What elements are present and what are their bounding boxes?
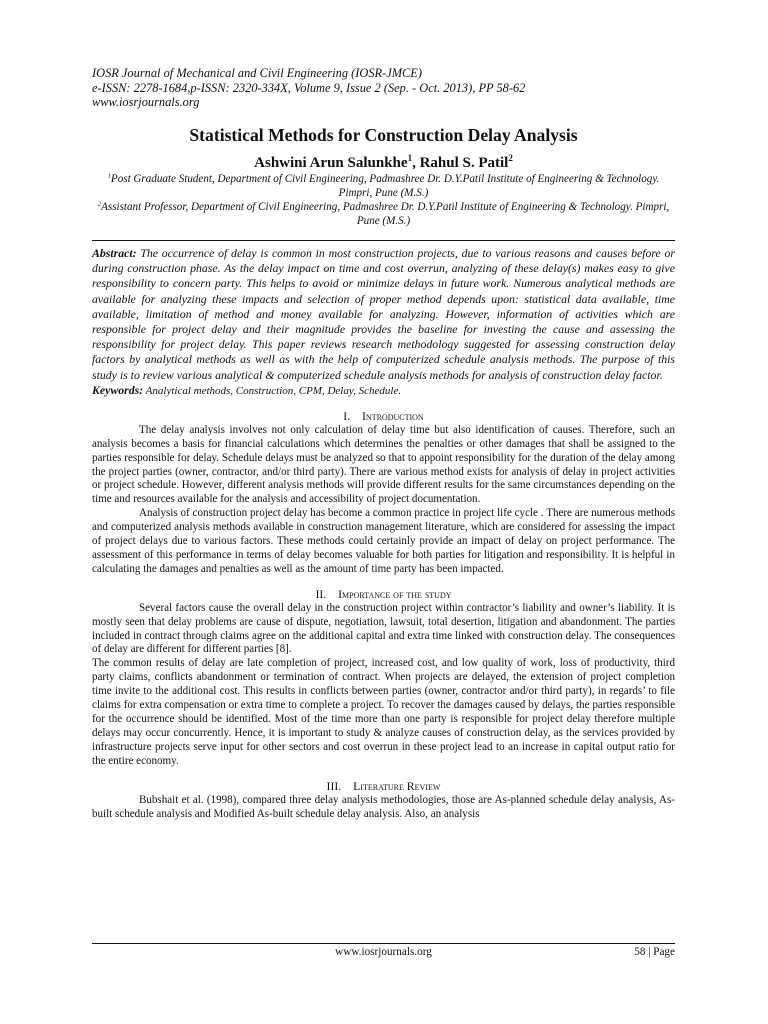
page-footer [92,943,675,961]
section-number: II. [315,586,327,601]
affiliation-2-text: Assistant Professor, Department of Civil Engineering, Padmashree Dr. D.Y.Patil Institute of Engineering & Technology. Pimpri, Pune (M.S.) [101,201,670,228]
footer-website: www.iosrjournals.org [335,946,432,958]
journal-header [92,66,675,110]
author-list [92,154,675,172]
abstract-text: The occurrence of delay is common in most construction projects, due to various reasons and causes before or during construction phase. As the delay impact on time and cost overrun, analyzing of these delay(s) makes easy to give responsibility to concern party. This helps to avoid or minimize delays in future work. Numerous analytical methods are available for analyzing these impacts and selection of proper method depends upon: statistical data available, time available, limitation of method and money available for analyzing. However, information of activities which are responsible for project delay and their magnitude provides the baseline for investing the cause and assessing the responsibility for project delay. This paper reviews research methodology suggested for assessing construction delay factors by analytical methods as well as with the help of computerized schedule analysis methods. The purpose of this study is to review various analytical & computerized schedule analysis methods for analysis of construction delay factor. [92,245,675,382]
affiliation-1-sup: 1 [107,172,111,180]
keywords-label: Keywords: [92,382,144,397]
section-heading-introduction [92,409,675,423]
affiliation-2 [92,201,675,229]
section-number: I. [343,408,351,423]
section-title: Introduction [361,408,424,423]
abstract-divider [92,240,675,241]
journal-website: www.iosrjournals.org [92,95,200,110]
author-2: Rahul S. Patil [419,154,509,171]
paper-page [92,66,675,821]
section-heading-importance [92,587,675,601]
affiliation-2-sup: 2 [97,200,102,208]
abstract-label: Abstract: [92,245,137,260]
section-heading-literature [92,779,675,793]
intro-paragraph-1: The delay analysis involves not only calculation of delay time but also identification of causes. Therefore, such an analysis becomes a basis for financial calculations which determines the penalties or other damages that shall be assigned to the parties responsible for delay. Schedule delays must be analyzed so that to appoint responsibility for the duration of the delay among the project parties (owner, contractor, and/or third party). There are various method exists for analysis of delay in project activities or project schedule. However, different analysis methods will provide different results for the same circumstances depending on the time and resources available for the analysis and accessibility of project documentation. [92,423,675,506]
intro-paragraph-2: Analysis of construction project delay has become a common practice in project life cycle . There are numerous methods and computerized analysis methods available in construction management literature, which are considered for assessing the impact of project delays due to various factors. These methods could certainly provide an impact of delay on project performance. The assessment of this performance in terms of delay becomes valuable for both parties for litigation and responsibility. It is helpful in calculating the damages and penalties as well as the amount of time party has been impacted. [92,507,675,575]
page-number: 58 | Page [634,946,675,958]
section-title: Literature Review [353,778,441,793]
section-title: Importance of the study [338,586,452,601]
importance-paragraph-2: The common results of delay are late completion of project, increased cost, and low quality of work, loss of productivity, third party claims, conflicts abandonment or termination of contract. When projects are delayed, the extension of project completion time invite to the additional cost. This results in conflicts between parties (owner, contractor and/or third party), in regards’ to file claims for extra compensation or extra time to complete a project. To recover the damages caused by delays, the parties responsible for the occurrence should be identified. Most of the time more than one party is responsible for project delay therefore multiple delays may occur concurrently. Hence, it is important to study & analyze causes of construction delay, as the services provided by infrastructure projects serve input for other sectors and cost overrun in these project lead to an increase in capital output ratio for the entire economy. [92,657,675,767]
paper-title: Statistical Methods for Construction Delay Analysis [189,124,578,145]
literature-paragraph-1: Bubshait et al. (1998), compared three delay analysis methodologies, those are As-planned schedule delay analysis, As-built schedule analysis and Modified As-built schedule delay analysis. Also, an analysis [92,793,675,820]
author-separator: , [412,154,420,171]
author-2-sup: 2 [508,152,513,163]
importance-paragraph-1: Several factors cause the overall delay in the construction project within contractor’s liability and owner’s liability. It is mostly seen that delay problems are cause of dispute, negotiation, lawsuit, total desertion, litigation and abandonment. The parties included in contract through claims agree on the additional capital and extra time linked with construction delay. The consequences of delay are different for different parties [8]. [92,601,675,656]
abstract [92,246,675,383]
journal-name: IOSR Journal of Mechanical and Civil Engineering (IOSR-JMCE) [92,66,422,80]
keywords-text: Analytical methods, Construction, CPM, Delay, Schedule. [143,384,402,397]
author-1: Ashwini Arun Salunkhe [254,154,408,171]
footer-divider [92,943,675,944]
keywords [92,383,675,399]
affiliation-1-text: Post Graduate Student, Department of Civil Engineering, Padmashree Dr. D.Y.Patil Institute of Engineering & Technology. Pimpri, Pune (M.S.) [110,172,660,199]
author-1-sup: 1 [407,152,413,163]
section-number: III. [326,778,342,793]
affiliation-1 [92,173,675,201]
journal-issn: e-ISSN: 2278-1684,p-ISSN: 2320-334X, Volume 9, Issue 2 (Sep. - Oct. 2013), PP 58-62 [92,80,526,95]
